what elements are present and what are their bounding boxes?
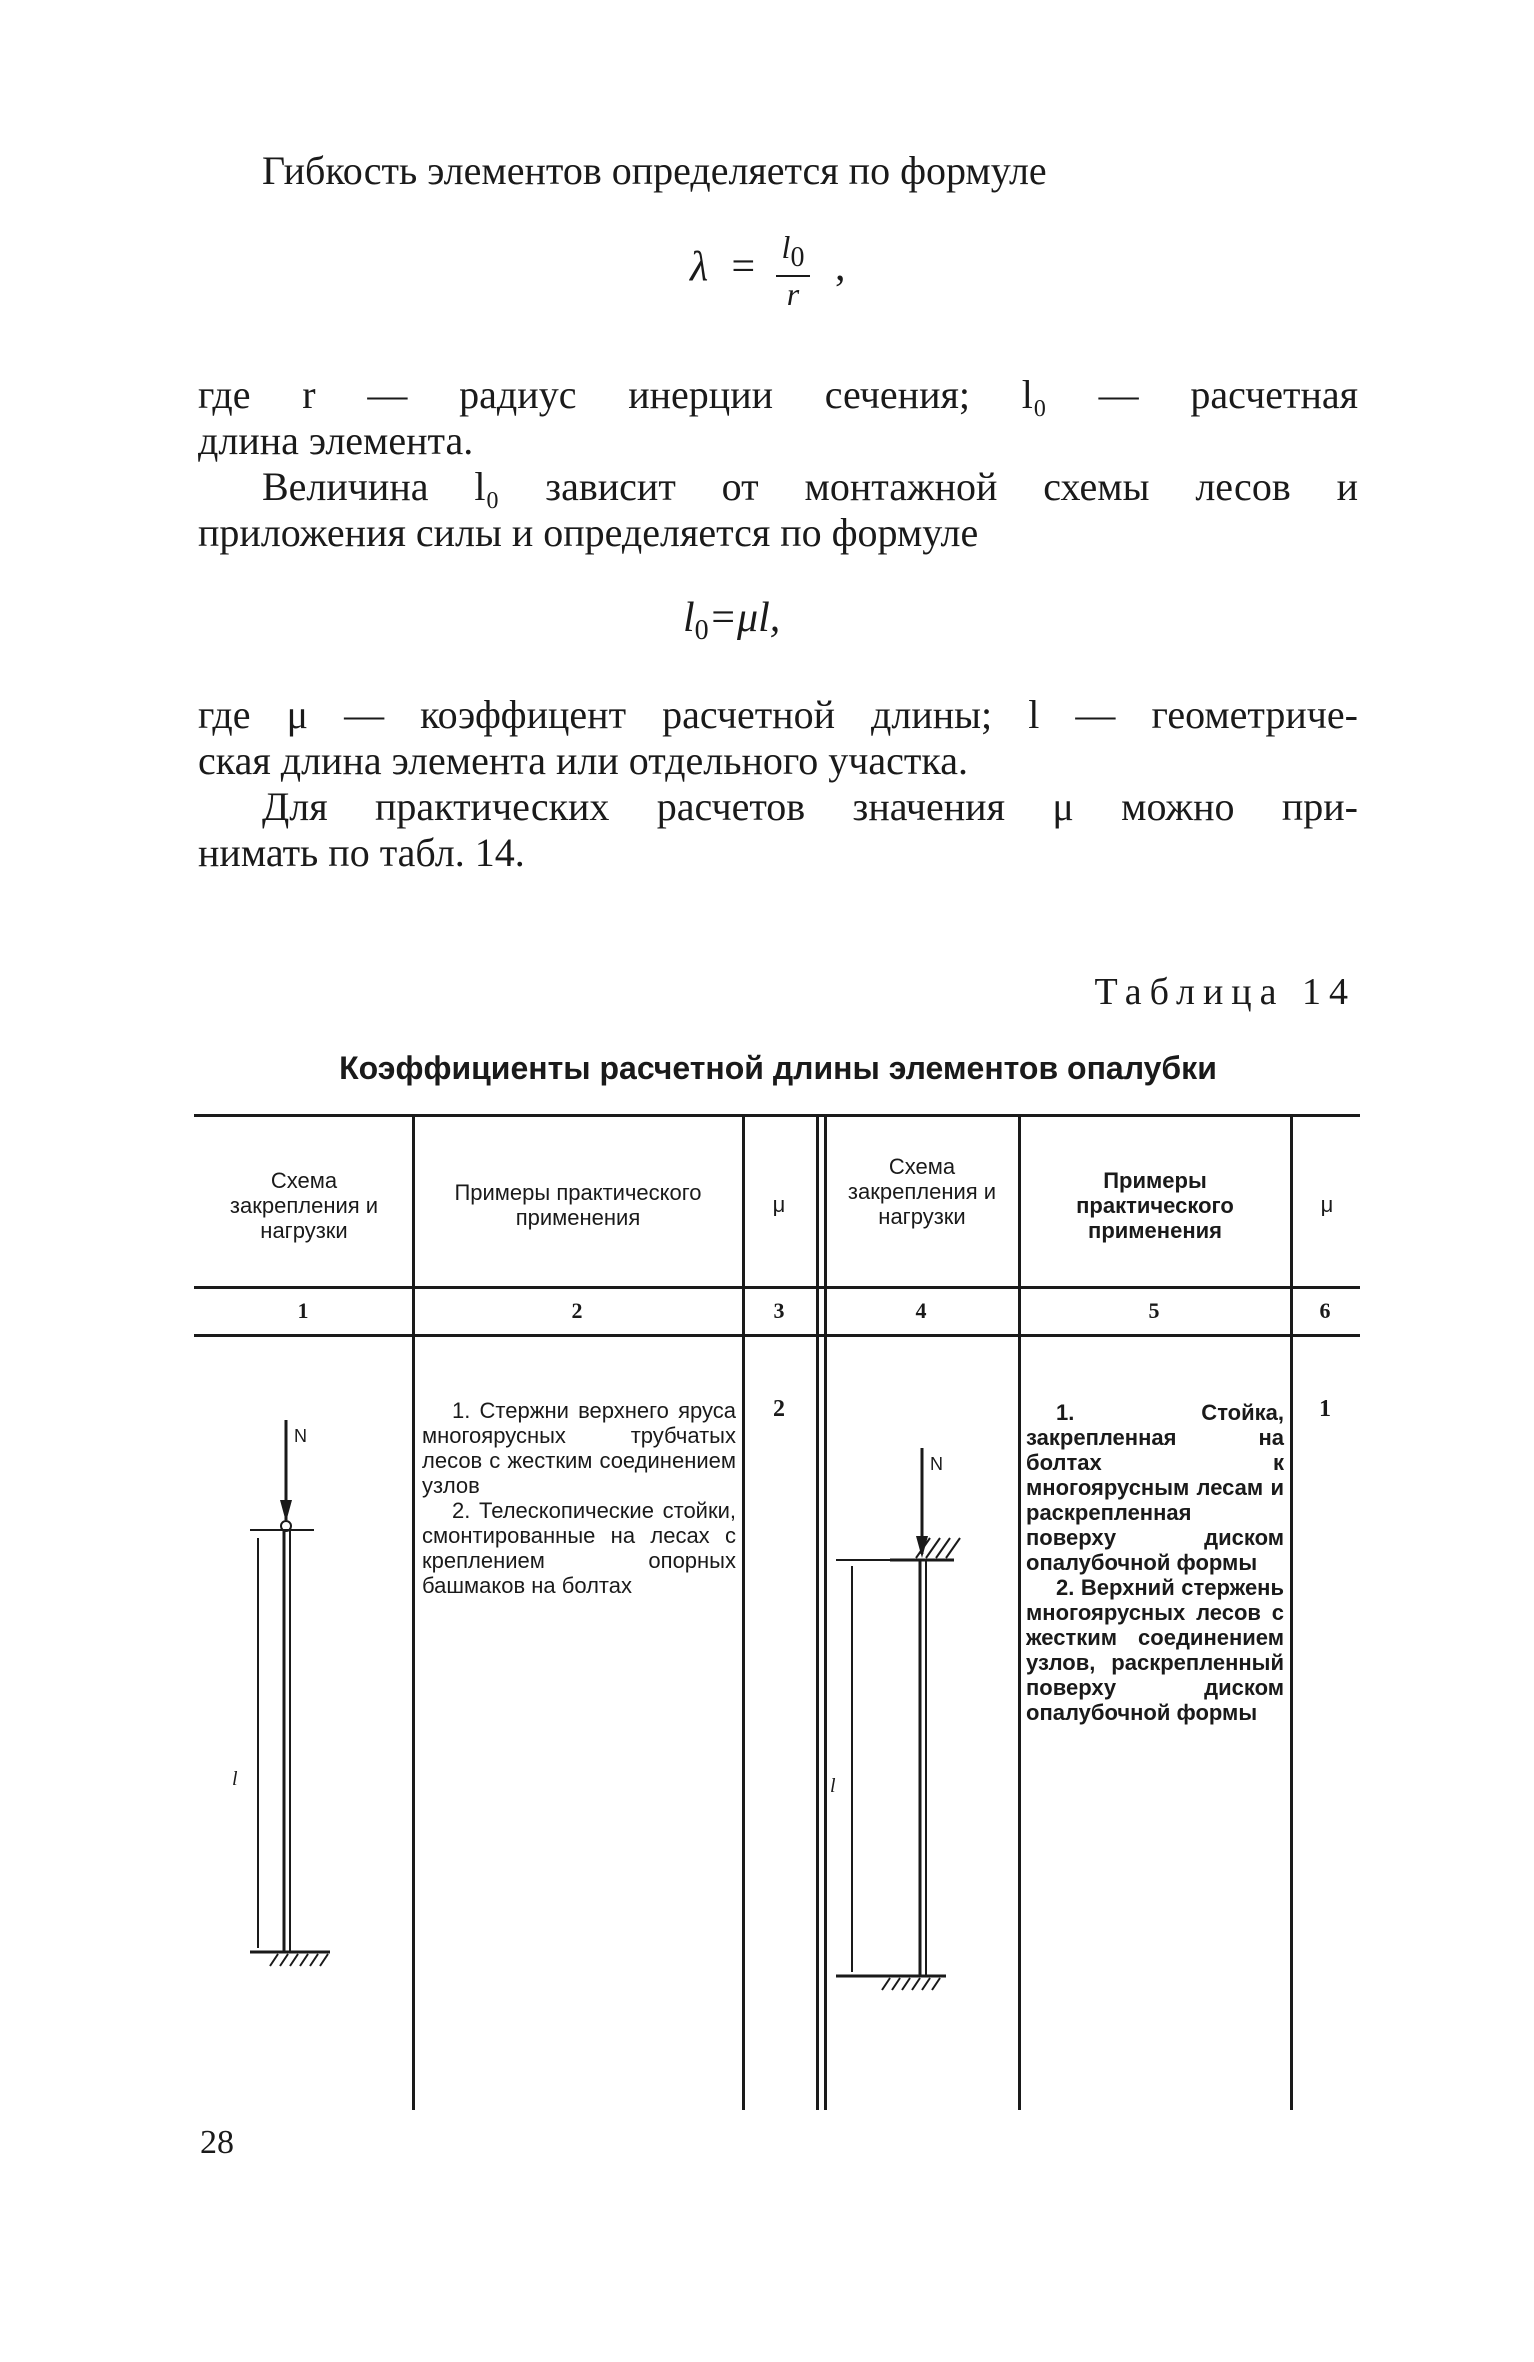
column-divider: [412, 1114, 415, 2110]
formula-l0: $l_0=\mu l$,: [683, 595, 781, 646]
column-divider: [1290, 1114, 1293, 2110]
paragraph-l0-line1: Величина l₀ зависит от монтажной схемы лесов и: [262, 464, 1358, 509]
header-scheme: Схема закрепления и нагрузки: [229, 1168, 379, 1243]
mu-value-2: 1: [1319, 1396, 1331, 1422]
header-scheme-2: Схема закрепления и нагрузки: [847, 1154, 997, 1229]
paragraph-mu-line2: ская длина элемента или отдельного участка.: [198, 738, 968, 783]
column-divider: [816, 1114, 819, 2110]
paragraph-l0-line2: приложения силы и определяется по формуле: [198, 510, 979, 555]
column-number: 4: [915, 1298, 927, 1323]
examples-cell-2: [1026, 1400, 1284, 1725]
column-divider: [1018, 1114, 1021, 2110]
paragraph-radius-line2: длина элемента.: [198, 418, 474, 463]
example-item: 1. Стойка, закрепленная на болтах к многоярусным лесам и раскрепленная поверху диском опалубочной формы: [1026, 1400, 1284, 1575]
table-top-rule: [194, 1114, 1360, 1117]
examples-cell-1: [422, 1398, 736, 1598]
example-item: 2. Верхний стержень многоярусных лесов с жестким соединением узлов, раскрепленный поверху диском опалубочной формы: [1026, 1575, 1284, 1725]
paragraph-radius-line1: где r — радиус инерции сечения; l₀ — расчетная: [198, 372, 1358, 417]
length-label: l: [830, 1775, 836, 1797]
paragraph-practical-line1: Для практических расчетов значения μ можно при-: [262, 784, 1358, 829]
column-number: 1: [297, 1298, 309, 1323]
example-item: 2. Телескопические стойки, смонтированные на лесах с креплением опорных башмаков на болтах: [422, 1498, 736, 1598]
column-number: 2: [571, 1298, 583, 1323]
header-rule: [194, 1286, 1360, 1289]
scheme-2-drawing: [826, 1430, 1016, 2030]
mu-value-1: 2: [773, 1396, 785, 1422]
column-number: 5: [1148, 1298, 1160, 1323]
force-label: N: [930, 1454, 943, 1474]
column-divider: [742, 1114, 745, 2110]
header-mu-2: μ: [1320, 1192, 1334, 1217]
table-title: Коэффициенты расчетной длины элементов опалубки: [339, 1050, 1217, 1086]
scheme-1-drawing: [210, 1400, 410, 1990]
paragraph-flexibility: Гибкость элементов определяется по формуле: [262, 148, 1047, 193]
header-examples: Примеры практического применения: [454, 1180, 702, 1230]
paragraph-mu-line1: где μ — коэффицент расчетной длины; l — геометриче-: [198, 692, 1358, 737]
column-number: 3: [773, 1298, 785, 1323]
table-number: Таблица 14: [1094, 971, 1356, 1013]
column-number: 6: [1319, 1298, 1331, 1323]
coefficients-table: [190, 1110, 1360, 2110]
paragraph-practical-line2: нимать по табл. 14.: [198, 830, 525, 875]
header-examples-2: Примеры практического применения: [1076, 1168, 1234, 1243]
example-item: 1. Стержни верхнего яруса многоярусных трубчатых лесов с жестким соединением узлов: [422, 1398, 736, 1498]
header-mu: μ: [772, 1192, 786, 1217]
formula-lambda: λ = $\frac{l0}{r}$ ,: [690, 229, 846, 312]
fraction: $\frac{l0}{r}$: [776, 230, 811, 311]
page-number: 28: [200, 2124, 234, 2161]
length-label: l: [232, 1768, 238, 1790]
column-numbers-rule: [194, 1334, 1360, 1337]
force-label: N: [294, 1426, 307, 1446]
